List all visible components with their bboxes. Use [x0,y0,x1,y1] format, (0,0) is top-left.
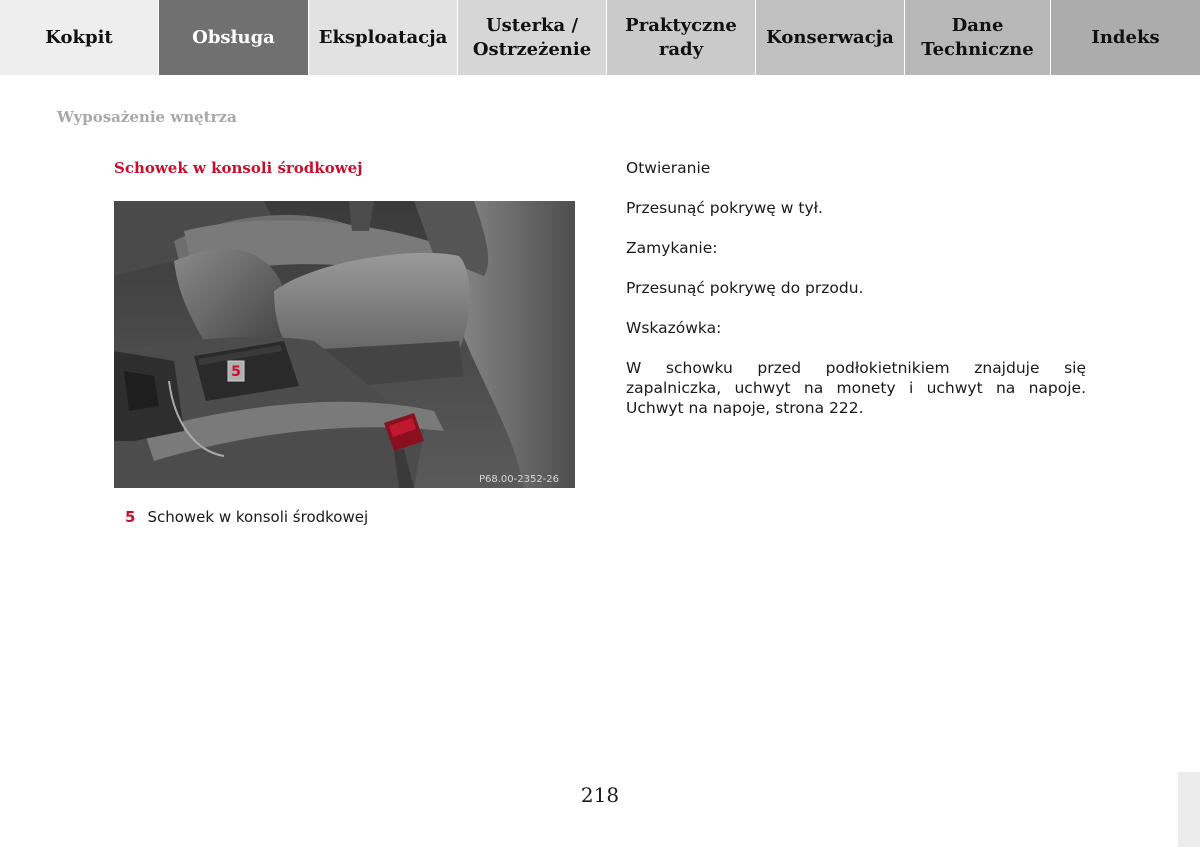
caption-text: Schowek w konsoli środkowej [147,508,369,526]
page-edge-marker [1178,772,1200,847]
paragraph-note-heading: Wskazówka: [626,319,722,337]
figure-caption [125,508,368,526]
figure-callout-number: 5 [231,364,241,380]
paragraph-closing-step: Przesunąć pokrywę do przodu. [626,279,864,297]
tab-kokpit[interactable]: Kokpit [0,0,159,75]
instructions-text [626,158,1086,438]
section-heading: Schowek w konsoli środkowej [114,159,363,177]
paragraph-opening-heading: Otwieranie [626,159,711,177]
tab-praktyczne-rady[interactable]: Praktyczne rady [607,0,756,75]
caption-number: 5 [125,508,136,526]
figure-code: P68.00-2352-26 [478,474,560,485]
tab-obsluga[interactable]: Obsługa [159,0,309,75]
paragraph-opening-step: Przesunąć pokrywę w tył. [626,199,823,217]
chapter-tabs [0,0,1200,75]
tab-indeks[interactable]: Indeks [1051,0,1200,75]
console-storage-photo [114,201,575,488]
page-number: 218 [580,783,620,807]
paragraph-closing-heading: Zamykanie: [626,239,718,257]
tab-eksploatacja[interactable]: Eksploatacja [309,0,458,75]
tab-konserwacja[interactable]: Konserwacja [756,0,905,75]
section-label: Wyposażenie wnętrza [57,108,237,126]
tab-dane-techniczne[interactable]: Dane Techniczne [905,0,1051,75]
paragraph-note-text: W schowku przed podłokietnikiem znajduje się zapalniczka, uchwyt na monety i uchwyt na napoje. Uchwyt na napoje, strona 222. [626,359,1086,417]
tab-usterka-ostrzezenie[interactable]: Usterka / Ostrzeżenie [458,0,607,75]
